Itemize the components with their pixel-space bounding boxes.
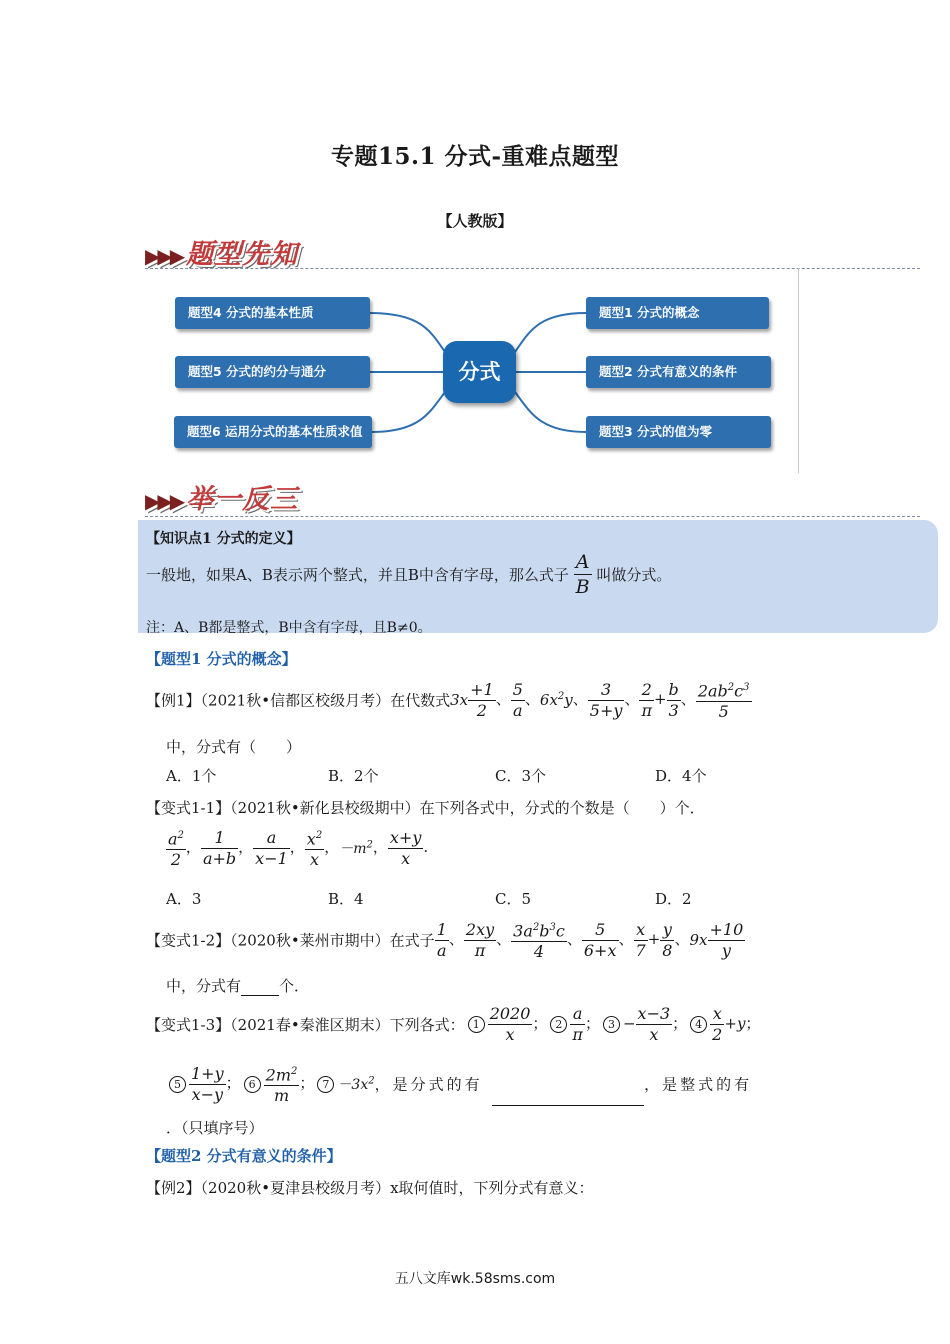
variant1-1-option-c: C．5 [495,890,532,908]
variant1-3-question: 【变式1-3】（2021春•秦淮区期末）下列各式： 1 $\frac{2020}{x}$ ； 2 $\frac{a}{\pi}$ ； 3 − $\frac{x-3}{x}$ ； 4 $\frac{x}{2}$ +y； [146,1004,761,1044]
knowledge-title: 【知识点1 分式的定义】 [146,531,301,547]
mindmap-connectors [0,0,950,480]
variant1-2-question: 【变式1-2】（2020秋•莱州市期中）在式子 $\frac{1}{a}$ 、 $\frac{2xy}{\pi}$ 、 $\frac{3a^2b^3c}{4}$ 、 $\frac{5}{6+x}$ 、 $\frac{x}{7}$ + $\frac{y}{8}$ 、9x $\frac{+10}{y}$ [146,919,744,962]
example1-option-c: C．3个 [495,767,547,785]
mindmap-node-type2: 题型2 分式有意义的条件 [586,356,771,388]
definition-text: 一般地，如果A、B表示两个整式，并且B中含有字母，那么式子 [146,566,569,584]
variant1-3-tail: ．（只填序号） [166,1119,264,1137]
type2-heading: 【题型2 分式有意义的条件】 [146,1147,342,1165]
variant1-1-question: 【变式1-1】（2021秋•新化县校级期中）在下列各式中，分式的个数是（ ）个． [146,799,705,817]
definition-fraction: $\frac{A}{B}$ [575,551,590,598]
section-title-2: 举一反三 [186,484,299,515]
mindmap-node-type5: 题型5 分式的约分与通分 [175,356,370,388]
definition-text-end: 叫做分式。 [596,566,672,584]
footer-watermark: 五八文库wk.58sms.com [394,1271,556,1287]
mindmap-node-type4: 题型4 分式的基本性质 [175,297,370,329]
section-title-1: 题型先知 [186,239,299,270]
banner-arrows-icon: ▶▶▶ [145,244,183,268]
example1-suffix: 中，分式有（ ） [166,738,302,756]
knowledge-note: 注：A、B都是整式，B中含有字母，且B≠0。 [146,620,432,636]
variant1-2-suffix: 中，分式有 个． [166,977,310,995]
variant1-1-expressions: $\frac{a^2}{2}$ ， $\frac{1}{a+b}$ ， $\frac{a}{x-1}$ ， $\frac{x^2}{x}$ ，$-m^2$， $\frac{x+y}{x}$ . [168,827,429,870]
banner-arrows-icon: ▶▶▶ [145,489,183,513]
knowledge-definition [146,550,671,599]
example1-option-b: B．2个 [328,767,379,785]
example1-question: 【例1】（2021秋•信都区校级月考）在代数式3x $\frac{+1}{2}$ 、 $\frac{5}{a}$ 、$6x^2y$、 $\frac{3}{5+y}$ 、 $\frac{2}{\pi}$ + $\frac{b}{3}$ 、 $\frac{2ab^2c^3}{5}$ [146,679,750,722]
variant1-1-option-b: B．4 [328,890,364,908]
edition-label: 【人教版】 [437,212,513,230]
section-banner-2 [145,477,298,516]
mindmap-node-type1: 题型1 分式的概念 [586,297,769,329]
example1-option-a: A．1个 [166,767,217,785]
variant1-1-option-d: D．2 [655,890,692,908]
variant1-1-option-a: A．3 [166,890,202,908]
answer-blank[interactable] [241,995,279,996]
type1-heading: 【题型1 分式的概念】 [146,650,297,668]
divider-2 [145,516,920,517]
fraction-answer-blank[interactable] [492,1105,644,1106]
variant1-3-items: 5 $\frac{1+y}{x-y}$ ； 6 $\frac{2m^2}{m}$ ； $7 -3x^2$，是分式的有 ，是整式的有 [166,1062,752,1106]
mindmap-center: 分式 [443,341,516,403]
mindmap-node-type6: 题型6 运用分式的基本性质求值 [174,416,372,448]
example2-question: 【例2】（2020秋•夏津县校级月考）x取何值时，下列分式有意义： [146,1179,594,1197]
example1-option-d: D．4个 [655,767,707,785]
mindmap-node-type3: 题型3 分式的值为零 [586,416,771,448]
page-title: 专题15.1 分式-重难点题型 [330,143,620,170]
